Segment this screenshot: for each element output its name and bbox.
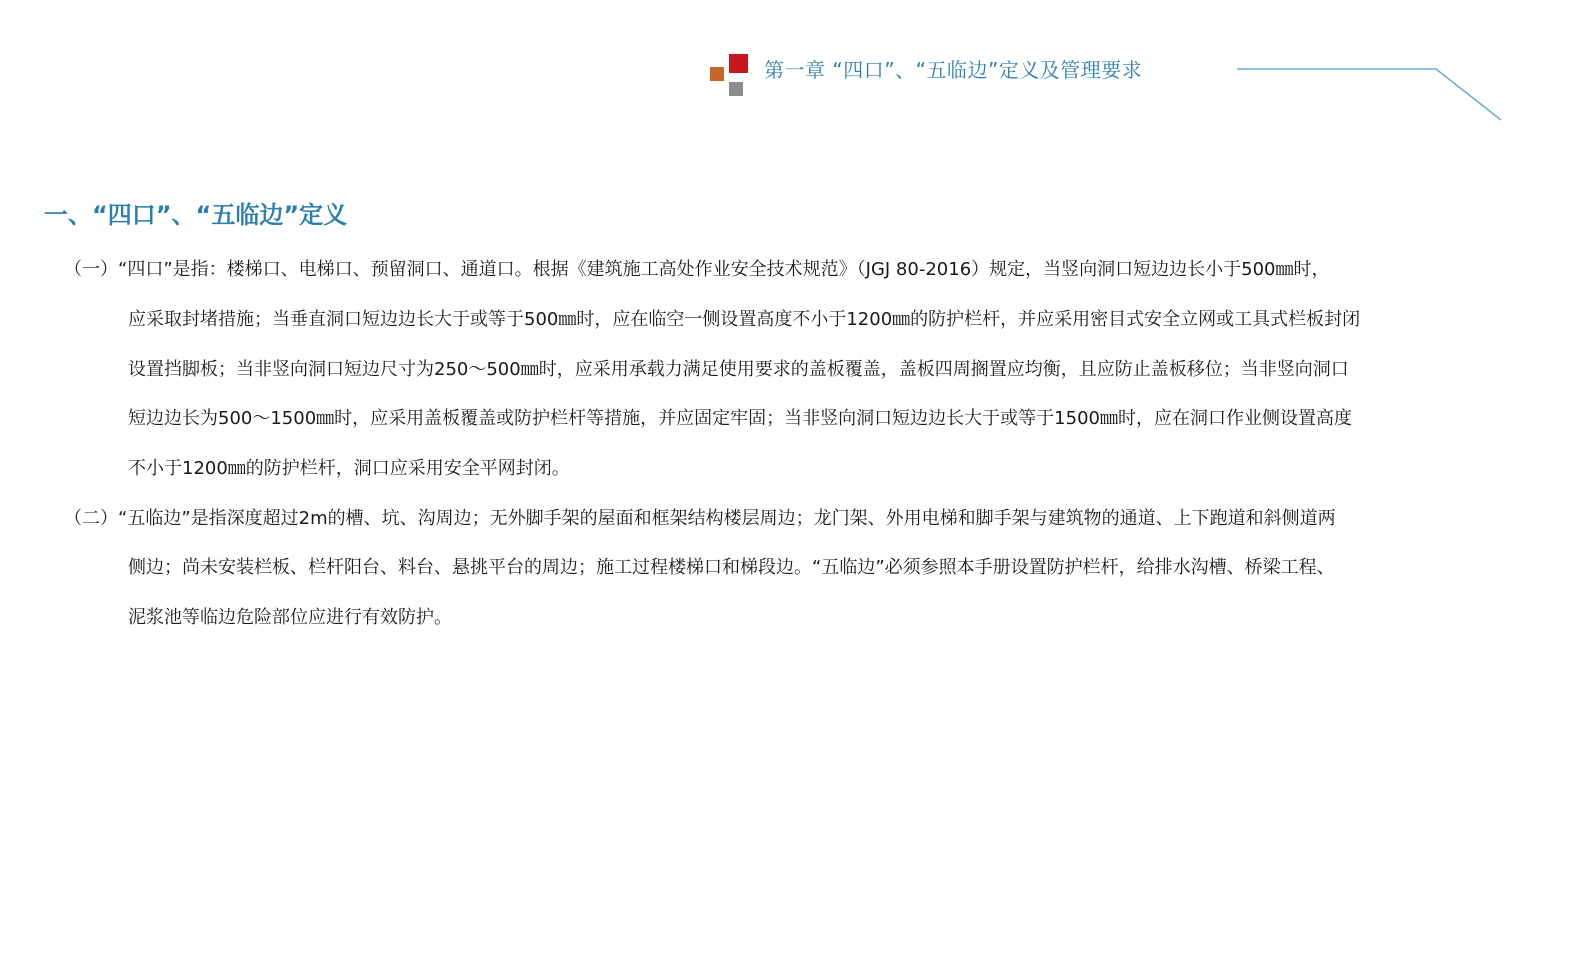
section-heading: 一、“四口”、“五临边”定义 (44, 201, 348, 229)
paragraph-line: 泥浆池等临边危险部位应进行有效防护。 (128, 607, 452, 628)
page-header (0, 0, 1571, 140)
header-decorative-line (0, 0, 1571, 140)
header-line-path (1237, 69, 1501, 120)
paragraph-line: 不小于1200㎜的防护栏杆，洞口应采用安全平网封闭。 (128, 458, 570, 479)
paragraph-line: 应采取封堵措施；当垂直洞口短边边长大于或等于500㎜时，应在临空一侧设置高度不小于1200㎜的防护栏杆，并应采用密目式安全立网或工具式栏板封闭 (128, 309, 1361, 330)
paragraph-line: （二）“五临边”是指深度超过2m的槽、坑、沟周边；无外脚手架的屋面和框架结构楼层周边；龙门架、外用电梯和脚手架与建筑物的通道、上下跑道和斜侧道两 (64, 508, 1336, 529)
paragraph-line: 设置挡脚板；当非竖向洞口短边尺寸为250～500㎜时，应采用承载力满足使用要求的盖板覆盖，盖板四周搁置应均衡，且应防止盖板移位；当非竖向洞口 (128, 359, 1349, 380)
chapter-title: 第一章 “四口”、“五临边”定义及管理要求 (764, 58, 1143, 82)
paragraph-line: 短边边长为500～1500㎜时，应采用盖板覆盖或防护栏杆等措施，并应固定牢固；当非竖向洞口短边边长大于或等于1500㎜时，应在洞口作业侧设置高度 (128, 408, 1352, 429)
paragraph-line: （一）“四口”是指：楼梯口、电梯口、预留洞口、通道口。根据《建筑施工高处作业安全技术规范》（JGJ 80-2016）规定，当竖向洞口短边边长小于500㎜时， (64, 259, 1330, 280)
paragraph-line: 侧边；尚未安装栏板、栏杆阳台、料台、悬挑平台的周边；施工过程楼梯口和梯段边。“五临边”必须参照本手册设置防护栏杆，给排水沟槽、桥梁工程、 (128, 557, 1335, 578)
